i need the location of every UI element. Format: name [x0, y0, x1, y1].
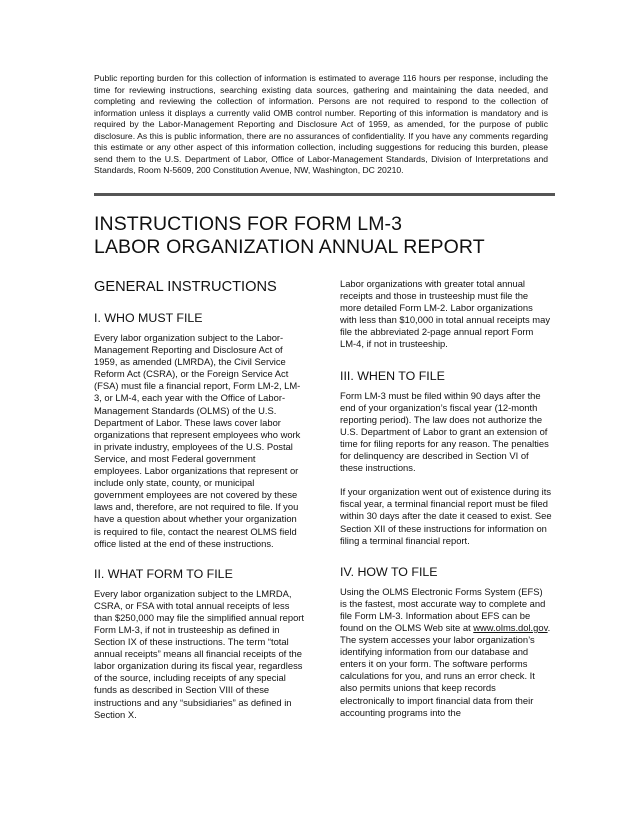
how-to-file-text-start: Using the OLMS Electronic Forms System (EFS) is the fastest, most accurate way to complete and file Form LM-3. Information about EFS can be found on the OLMS Web site at: [340, 585, 546, 633]
title-line-1: INSTRUCTIONS FOR FORM LM-3: [94, 213, 403, 235]
title-line-2: LABOR ORGANIZATION ANNUAL REPORT: [94, 236, 485, 258]
when-to-file-heading: III. WHEN TO FILE: [340, 368, 445, 383]
what-form-body: Every labor organization subject to the LMRDA, CSRA, or FSA with total annual receipts of less than $250,000 may file the simplified annual report Form LM-3, if not in trusteeship as defined in Section IX of these instructions. The term “total annual receipts” means all financial receipts of the labor organization during its fiscal year, regardless of the source, including receipts of any special funds as described in Section VIII of these instructions and any “subsidiaries” as defined in Section X.: [94, 587, 305, 720]
when-to-file-body-1: Form LM-3 must be filed within 90 days after the end of your organization’s fiscal year (12-month reporting period). The law does not authorize the U.S. Department of Labor to grant an extension of time for filing reports for any reason. The penalties for delinquency are described in Section VI of these instructions.: [340, 389, 549, 474]
document-title: [94, 213, 485, 259]
how-to-file-text-end: . The system accesses your labor organization’s identifying information from our database and enters it on your form. The software performs calculations for you, and runs an error check. It also permits unions that keep records electronically to import financial data from their accounting programs into the: [340, 621, 551, 718]
how-to-file-body: [340, 586, 552, 719]
general-instructions-heading: GENERAL INSTRUCTIONS: [94, 279, 277, 295]
when-to-file-body-2: If your organization went out of existence during its fiscal year, a terminal financial report must be filed within 30 days after the date it ceased to exist. See Section XII of these instructions for information on filing a terminal financial report.: [340, 486, 552, 546]
what-form-heading: II. WHAT FORM TO FILE: [94, 566, 233, 581]
who-must-file-body: Every labor organization subject to the Labor-Management Reporting and Disclosure Act of 1959, as amended (LMRDA), the Civil Service Reform Act (CSRA), or the Foreign Service Act (FSA) must file a financial report, Form LM-2, LM-3, or LM-4, each year with the Office of Labor-Management Standards (OLMS) of the U.S. Department of Labor. These laws cover labor organizations that represent employees who work in private industry, employees of the U.S. Postal Service, and most Federal government employees. Labor organizations that represent or include only state, county, or municipal government employees are not covered by these laws and, therefore, are not required to file. If you have a question about whether your organization is required to file, contact the nearest OLMS field office listed at the end of these instructions.: [94, 332, 301, 549]
how-to-file-heading: IV. HOW TO FILE: [340, 564, 438, 579]
burden-statement: Public reporting burden for this collection of information is estimated to average 116 hours per response, including the time for reviewing instructions, searching existing data sources, gathering and maintaining the data needed, and completing and reviewing the collection of information. Persons are not required to respond to the collection of information unless it displays a currently valid OMB control number. Reporting of this information is mandatory and is required by the Labor-Management Reporting and Disclosure Act of 1959, as amended, for the purpose of public disclosure. As this is public information, there are no assurances of confidentiality. If you have any comments regarding this estimate or any other aspect of this information collection, including suggestions for reducing this burden, please send them to the U.S. Department of Labor, Office of Labor-Management Standards, Division of Interpretations and Standards, Room N-5609, 200 Constitution Avenue, NW, Washington, DC 20210.: [94, 73, 548, 175]
olms-website-link[interactable]: www.olms.dol.gov: [473, 621, 548, 633]
who-must-file-heading: I. WHO MUST FILE: [94, 311, 203, 325]
left-column: [94, 278, 306, 721]
divider-rule: [94, 193, 555, 196]
right-column: [340, 278, 552, 719]
what-form-continued: Labor organizations with greater total annual receipts and those in trusteeship must file the more detailed Form LM-2. Labor organizations with less than $10,000 in total annual receipts may file the abbreviated 2-page annual report Form LM-4, if not in trusteeship.: [340, 278, 551, 350]
